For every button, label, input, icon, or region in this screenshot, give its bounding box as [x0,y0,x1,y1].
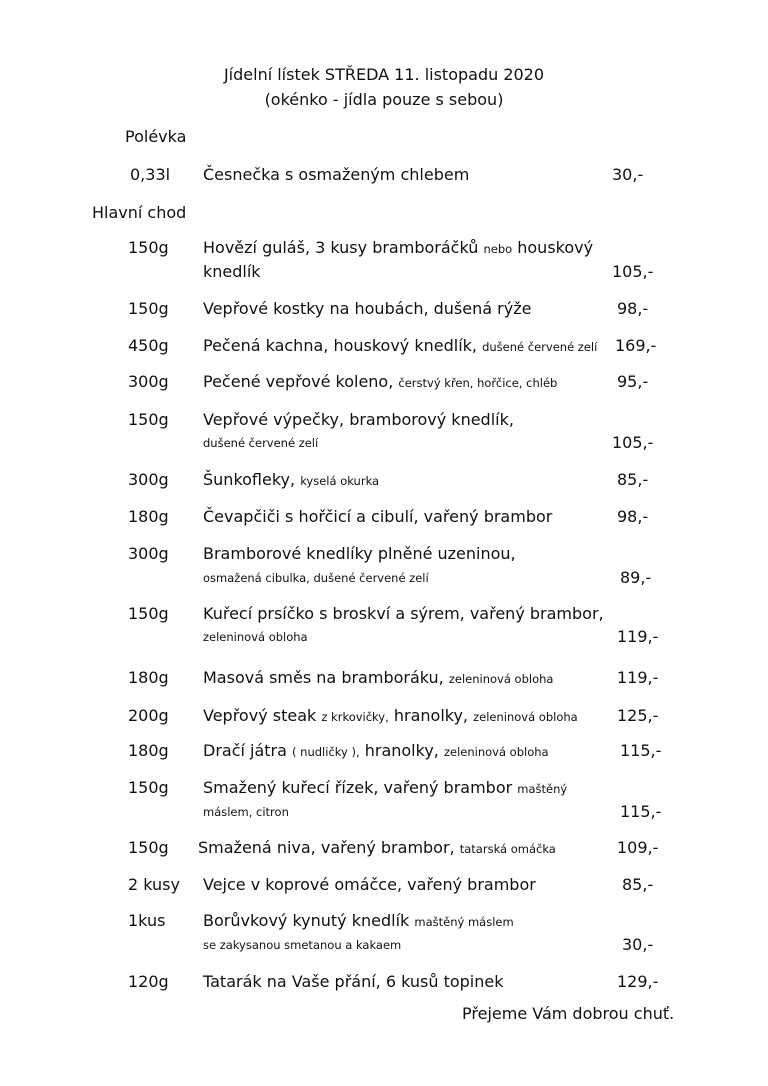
item-quantity: 300g [128,372,169,391]
item-name: Vejce v koprové omáčce, vařený brambor [203,875,536,894]
item-quantity: 150g [128,410,169,429]
item-name-continued: knedlík [203,262,261,281]
item-name: Česnečka s osmaženým chlebem [203,165,470,184]
item-price: 105,- [612,262,654,281]
item-name: Vepřový steak z krkovičky, hranolky, zeleninová obloha [203,706,578,725]
item-name: Kuřecí prsíčko s broskví a sýrem, vařený brambor, [203,604,604,623]
item-quantity: 180g [128,507,169,526]
item-description: zeleninová obloha [203,630,308,644]
item-price: 85,- [617,470,649,489]
item-quantity: 1kus [128,911,166,930]
item-description: máslem, citron [203,805,289,819]
item-price: 115,- [620,802,662,821]
item-price: 89,- [620,568,652,587]
item-quantity: 120g [128,972,169,991]
item-quantity: 0,33l [130,165,171,184]
item-price: 98,- [617,507,649,526]
item-quantity: 180g [128,668,169,687]
item-name: Bramborové knedlíky plněné uzeninou, [203,544,516,563]
item-description: se zakysanou smetanou a kakaem [203,938,402,952]
item-price: 95,- [617,372,649,391]
item-price: 98,- [617,299,649,318]
item-quantity: 150g [128,238,169,257]
item-name: Masová směs na bramboráku, zeleninová obloha [203,668,554,687]
item-name: Smažený kuřecí řízek, vařený brambor maštěný [203,778,568,797]
item-quantity: 180g [128,741,169,760]
item-price: 169,- [615,336,657,355]
item-price: 129,- [617,972,659,991]
item-quantity: 2 kusy [128,875,180,894]
item-name: Borůvkový kynutý knedlík maštěný máslem [203,911,514,930]
item-price: 30,- [622,935,654,954]
item-name: Pečené vepřové koleno, čerstvý křen, hořčice, chléb [203,372,558,391]
item-description: osmažená cibulka, dušené červené zelí [203,571,429,585]
item-price: 30,- [612,165,644,184]
item-name: Tatarák na Vaše přání, 6 kusů topinek [203,972,504,991]
item-name: Čevapčiči s hořčicí a cibulí, vařený brambor [203,507,553,526]
item-name: Vepřové kostky na houbách, dušená rýže [203,299,532,318]
item-description: dušené červené zelí [203,436,319,450]
item-quantity: 150g [128,604,169,623]
item-price: 115,- [620,741,662,760]
item-price: 109,- [617,838,659,857]
item-price: 105,- [612,433,654,452]
item-name: Pečená kachna, houskový knedlík, dušené červené zelí [203,336,598,355]
item-name: Hovězí guláš, 3 kusy bramboráčků nebo houskový [203,238,594,257]
item-quantity: 450g [128,336,169,355]
item-price: 119,- [617,668,659,687]
item-name: Dračí játra ( nudličky ), hranolky, zeleninová obloha [203,741,549,760]
item-quantity: 300g [128,544,169,563]
section-soup-heading: Polévka [125,127,187,146]
menu-subtitle: (okénko - jídla pouze s sebou) [264,90,504,109]
item-quantity: 150g [128,778,169,797]
item-name: Vepřové výpečky, bramborový knedlík, [203,410,514,429]
menu-title: Jídelní lístek STŘEDA 11. listopadu 2020 [223,65,545,84]
section-main-heading: Hlavní chod [92,203,187,222]
item-quantity: 200g [128,706,169,725]
closing-greeting: Přejeme Vám dobrou chuť. [462,1004,675,1023]
item-quantity: 150g [128,838,169,857]
item-name: Šunkofleky, kyselá okurka [203,470,380,489]
item-price: 119,- [617,627,659,646]
item-price: 85,- [622,875,654,894]
item-quantity: 300g [128,470,169,489]
item-name: Smažená niva, vařený brambor, tatarská omáčka [198,838,556,857]
item-price: 125,- [617,706,659,725]
item-quantity: 150g [128,299,169,318]
